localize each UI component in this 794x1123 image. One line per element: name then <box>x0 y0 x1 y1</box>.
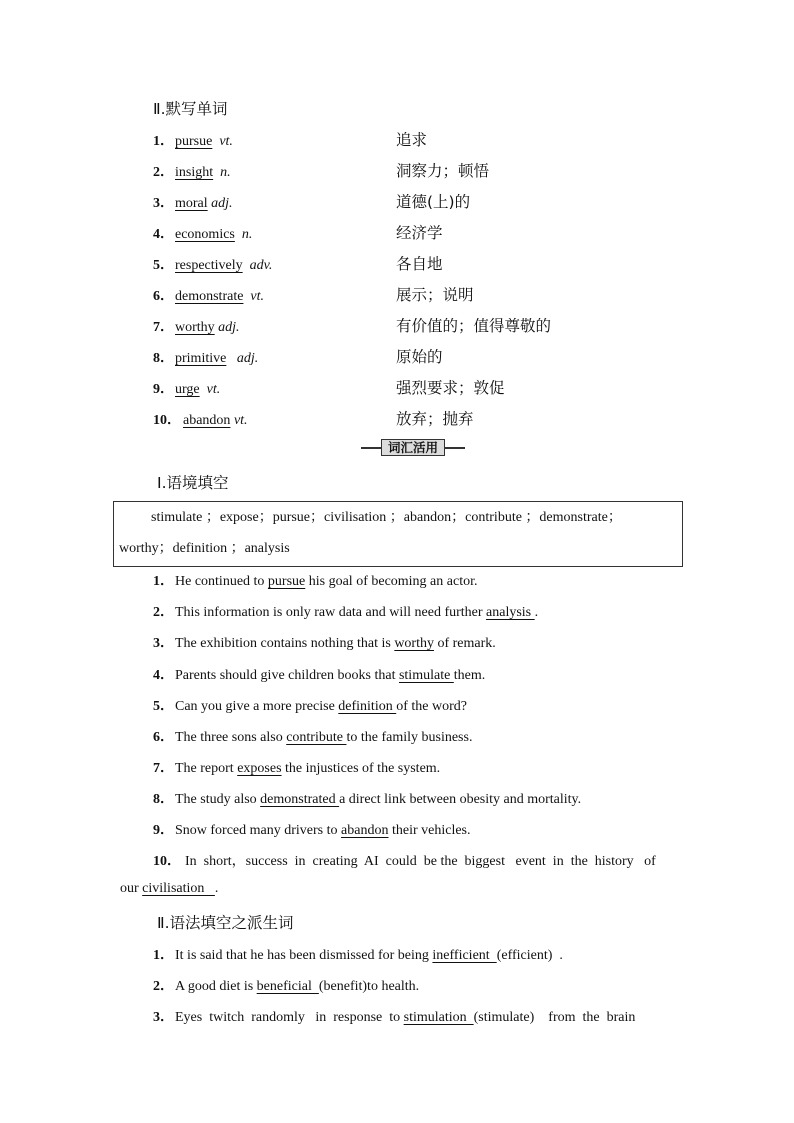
part-of-speech: adj. <box>218 320 240 335</box>
vocab-item: 10． abandon vt. <box>153 413 248 428</box>
part-of-speech: adj. <box>211 196 233 211</box>
word-bank-line: stimulate ；expose；pursue；civilisation ；abandon；contribute ；demonstrate； <box>151 510 622 525</box>
exercise-sentence: 2．This information is only raw data and will need further analysis . <box>153 605 539 620</box>
answer-blank: analysis <box>486 605 535 620</box>
vocab-word: insight <box>175 165 214 180</box>
vocab-item: 5．respectively adv. <box>153 258 273 273</box>
vocab-word: worthy <box>175 320 215 335</box>
part-of-speech: n. <box>220 165 231 180</box>
vocab-item: 2．insight n. <box>153 165 231 180</box>
vocab-item: 6．demonstrate vt. <box>153 289 265 304</box>
answer-blank: abandon <box>341 823 389 838</box>
answer-blank: stimulation <box>403 1010 474 1025</box>
answer-blank: civilisation <box>142 881 215 896</box>
answer-blank: inefficient <box>432 948 497 963</box>
vocab-meaning: 道德(上)的 <box>396 193 471 211</box>
exercise-sentence: 1．It is said that he has been dismissed for being inefficient (efficient) . <box>153 948 563 963</box>
vocab-meaning: 各自地 <box>396 255 443 273</box>
answer-blank: stimulate <box>398 668 454 683</box>
section-heading-context-fill: Ⅰ.语境填空 <box>157 474 229 492</box>
section-heading-dictation: Ⅱ.默写单词 <box>153 100 228 118</box>
section-banner <box>361 439 465 457</box>
answer-blank: beneficial <box>256 979 319 994</box>
exercise-sentence: 3．The exhibition contains nothing that is worthy of remark. <box>153 636 496 651</box>
word-bank-line: worthy；definition ；analysis <box>119 541 290 556</box>
exercise-sentence: 1．He continued to pursue his goal of becoming an actor. <box>153 574 478 589</box>
exercise-sentence: 4．Parents should give children books that stimulate them. <box>153 668 486 683</box>
vocab-item: 9．urge vt. <box>153 382 221 397</box>
exercise-sentence: 8．The study also demonstrated a direct link between obesity and mortality. <box>153 792 582 807</box>
vocab-meaning: 洞察力；顿悟 <box>396 162 490 180</box>
answer-blank: worthy <box>394 636 434 651</box>
section-heading-derivatives: Ⅱ.语法填空之派生词 <box>157 914 294 932</box>
exercise-sentence-continued: our civilisation . <box>120 881 219 896</box>
vocab-meaning: 原始的 <box>396 348 443 366</box>
part-of-speech: vt. <box>219 134 233 149</box>
vocab-word: primitive <box>175 351 227 366</box>
part-of-speech: vt. <box>206 382 221 397</box>
banner-rule-right <box>445 447 465 449</box>
vocab-meaning: 强烈要求；敦促 <box>396 379 505 397</box>
part-of-speech: vt. <box>233 413 248 428</box>
banner-rule-left <box>361 447 381 449</box>
exercise-sentence: 7．The report exposes the injustices of the system. <box>153 761 441 776</box>
vocab-item: 4．economics n. <box>153 227 253 242</box>
vocab-word: respectively <box>175 258 243 273</box>
vocab-item: 1．pursue vt. <box>153 134 233 149</box>
banner-label: 词汇活用 <box>381 439 445 456</box>
part-of-speech: adj. <box>236 351 259 366</box>
vocab-meaning: 追求 <box>396 131 428 149</box>
answer-blank: exposes <box>237 761 282 776</box>
exercise-sentence: 6．The three sons also contribute to the family business. <box>153 730 473 745</box>
answer-blank: contribute <box>286 730 347 745</box>
exercise-sentence: 10． In short，success in creating AI could be the biggest event in the history of <box>153 854 656 869</box>
vocab-item: 3．moral adj. <box>153 196 233 211</box>
part-of-speech: n. <box>241 227 253 242</box>
exercise-sentence: 9．Snow forced many drivers to abandon their vehicles. <box>153 823 471 838</box>
vocab-meaning: 放弃；抛弃 <box>396 410 474 428</box>
vocab-word: moral <box>175 196 208 211</box>
exercise-sentence: 5．Can you give a more precise definition of the word? <box>153 699 467 714</box>
vocab-word: pursue <box>175 134 213 149</box>
exercise-sentence: 2．A good diet is beneficial (benefit)to health. <box>153 979 420 994</box>
vocab-word: abandon <box>183 413 231 428</box>
vocab-item: 7．worthy adj. <box>153 320 240 335</box>
exercise-sentence: 3．Eyes twitch randomly in response to stimulation (stimulate) from the brain <box>153 1010 636 1025</box>
vocab-word: economics <box>175 227 235 242</box>
vocab-item: 8．primitive adj. <box>153 351 259 366</box>
vocab-word: demonstrate <box>175 289 244 304</box>
answer-blank: demonstrated <box>260 792 340 807</box>
vocab-meaning: 展示；说明 <box>396 286 474 304</box>
vocab-meaning: 有价值的；值得尊敬的 <box>396 317 552 335</box>
part-of-speech: adv. <box>249 258 273 273</box>
part-of-speech: vt. <box>250 289 265 304</box>
vocab-meaning: 经济学 <box>396 224 443 242</box>
vocab-word: urge <box>175 382 200 397</box>
answer-blank: pursue <box>267 574 306 589</box>
answer-blank: definition <box>338 699 397 714</box>
